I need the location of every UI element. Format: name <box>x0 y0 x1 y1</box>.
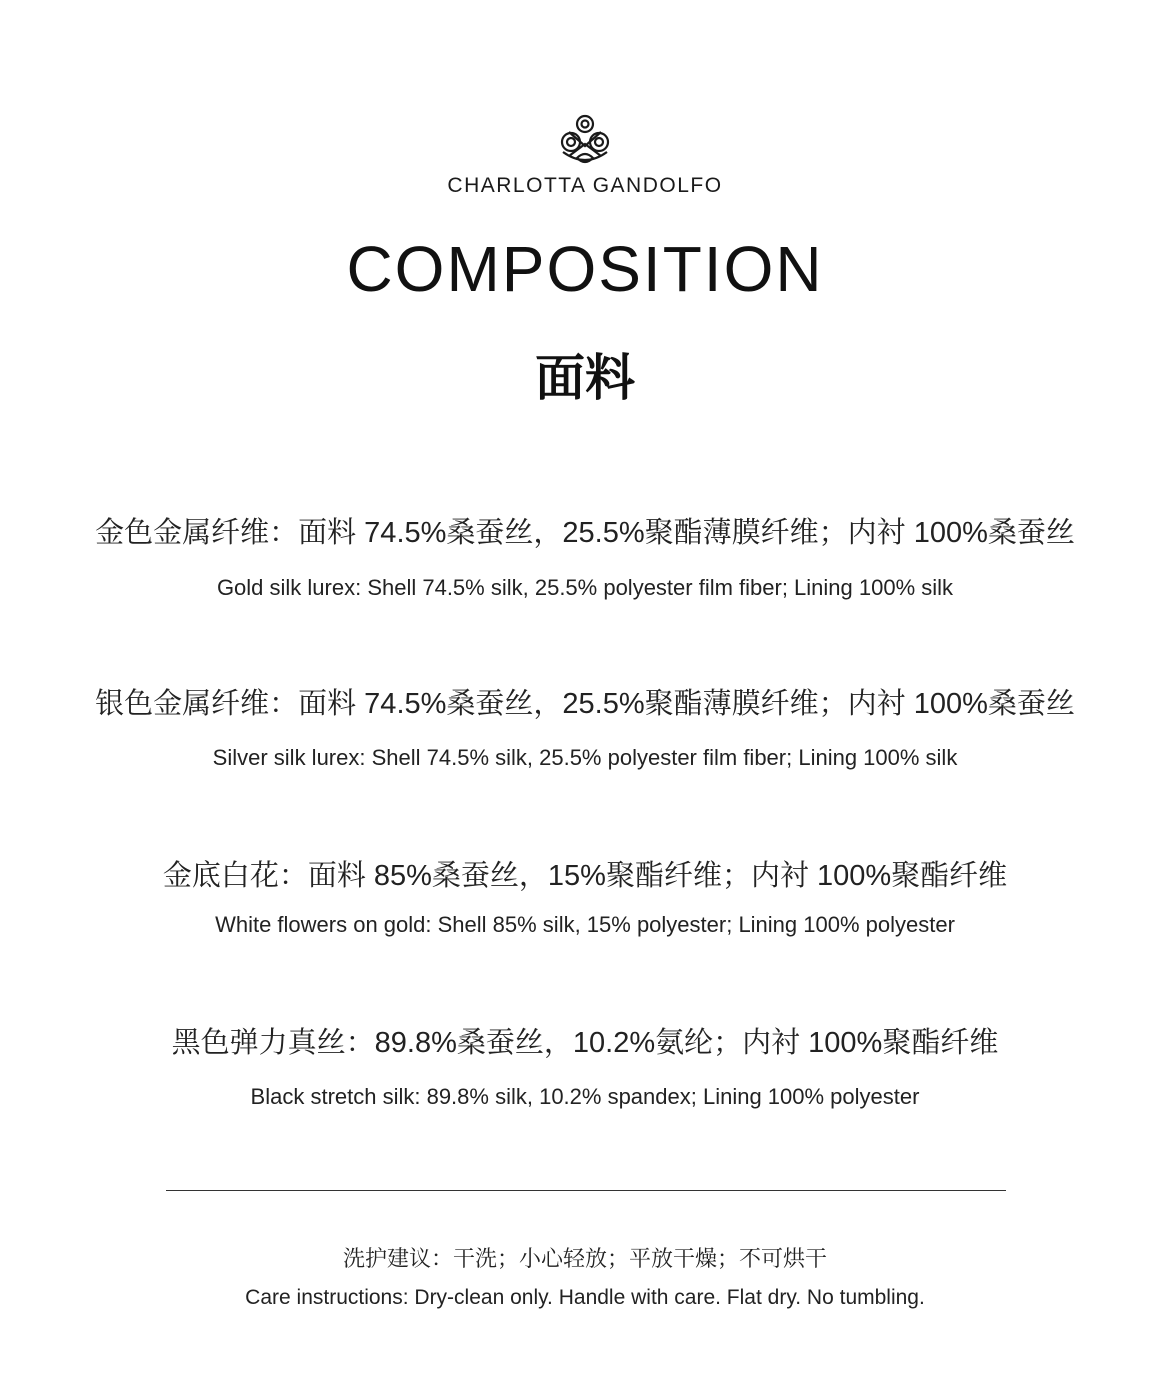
page-title-chinese: 面料 <box>535 350 635 406</box>
composition-item-en: Black stretch silk: 89.8% silk, 10.2% spandex; Lining 100% polyester <box>250 1084 920 1109</box>
composition-item-cn: 金色金属纤维：面料 74.5%桑蚕丝，25.5%聚酯薄膜纤维；内衬 100%桑蚕丝 <box>95 517 1075 549</box>
composition-item-cn: 黑色弹力真丝：89.8%桑蚕丝，10.2%氨纶；内衬 100%聚酯纤维 <box>171 1027 999 1059</box>
composition-item-en: White flowers on gold: Shell 85% silk, 15% polyester; Lining 100% polyester <box>215 912 955 937</box>
composition-item-en: Silver silk lurex: Shell 74.5% silk, 25.5% polyester film fiber; Lining 100% silk <box>212 745 958 770</box>
knot-emblem-icon <box>555 112 615 168</box>
brand-logo <box>0 112 1170 168</box>
page-title: COMPOSITION <box>346 233 824 305</box>
divider <box>166 1190 1006 1191</box>
care-instructions-cn: 洗护建议：干洗；小心轻放；平放干燥；不可烘干 <box>342 1246 827 1271</box>
composition-item-en: Gold silk lurex: Shell 74.5% silk, 25.5% polyester film fiber; Lining 100% silk <box>216 575 954 600</box>
composition-item-cn: 银色金属纤维：面料 74.5%桑蚕丝，25.5%聚酯薄膜纤维；内衬 100%桑蚕丝 <box>95 688 1075 720</box>
brand-name: CHARLOTTA GANDOLFO <box>447 174 723 197</box>
composition-item-cn: 金底白花：面料 85%桑蚕丝，15%聚酯纤维；内衬 100%聚酯纤维 <box>162 860 1008 892</box>
care-instructions-en: Care instructions: Dry-clean only. Handle with care. Flat dry. No tumbling. <box>245 1286 925 1309</box>
